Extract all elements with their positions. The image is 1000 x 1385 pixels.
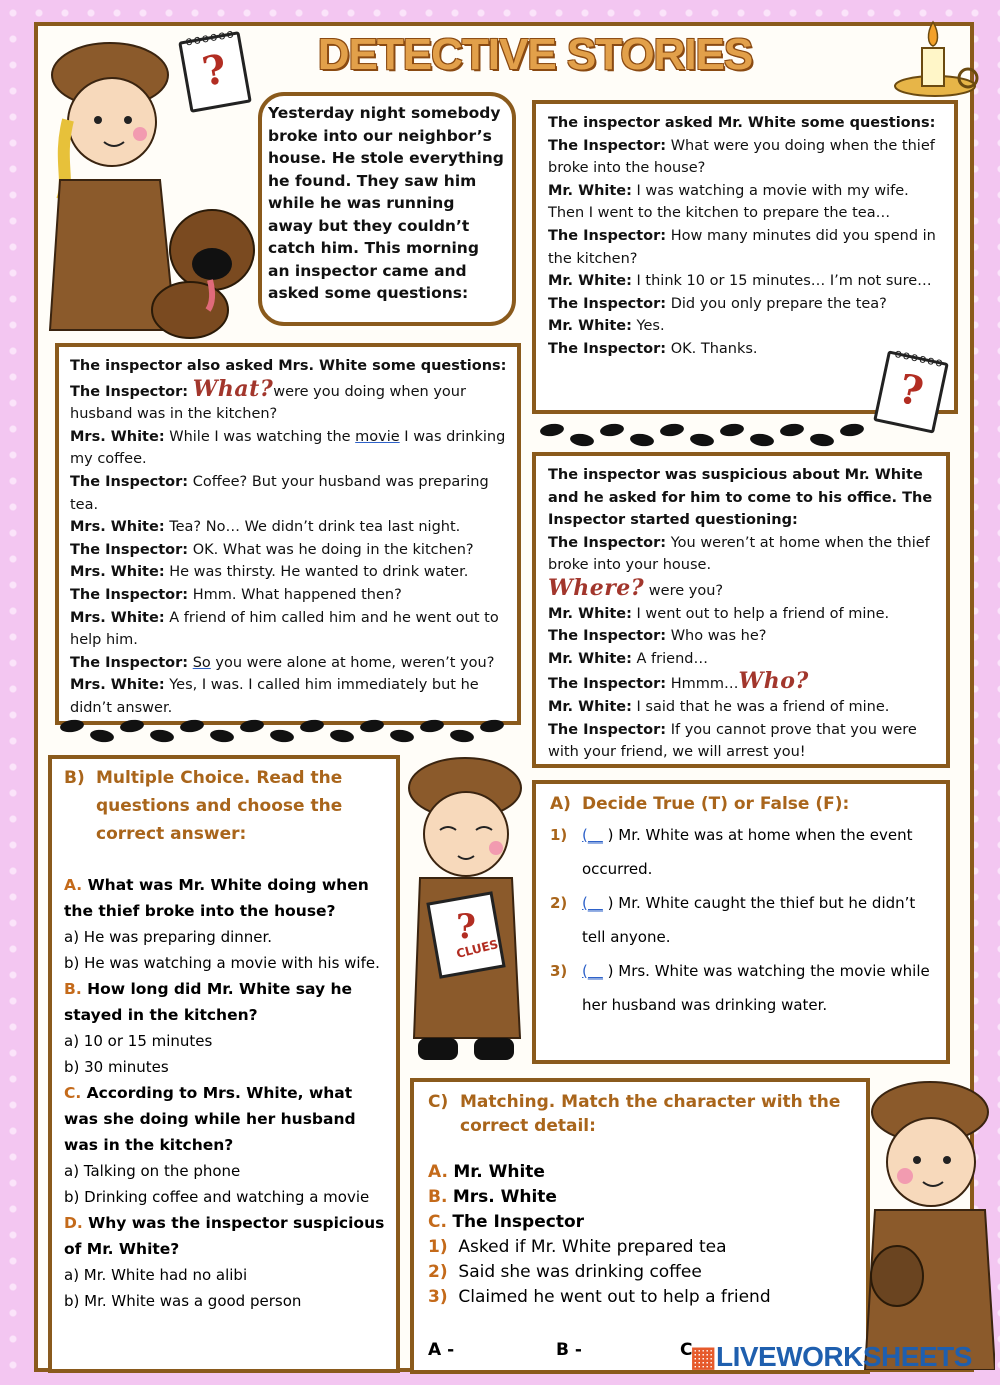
detail-2: 2) Said she was drinking coffee bbox=[428, 1262, 702, 1282]
dialog-line: Mrs. White: A friend of him called him and he went out to help him. bbox=[70, 609, 499, 649]
detail-1: 1) Asked if Mr. White prepared tea bbox=[428, 1237, 727, 1257]
question-notebook-icon: oooooo ? bbox=[873, 350, 949, 433]
dialog-line: The Inspector: How many minutes did you spend in the kitchen? bbox=[548, 227, 936, 267]
footprints-divider bbox=[540, 424, 864, 446]
detective-with-pipe-illustration bbox=[845, 1070, 995, 1370]
answer-blank[interactable]: (__ bbox=[582, 962, 603, 980]
office-dialog bbox=[548, 464, 940, 764]
question-d: D. Why was the inspector suspicious of Mr. White? a) Mr. White had no alibi b) Mr. White was a good person bbox=[64, 1210, 386, 1314]
dialog-line: The Inspector: So you were alone at home, weren’t you? bbox=[70, 654, 495, 671]
dialog-line: Mrs. White: He was thirsty. He wanted to drink water. bbox=[70, 564, 469, 581]
dialog-line: Mrs. White: While I was watching the movie I was drinking my coffee. bbox=[70, 428, 506, 468]
liveworksheets-logo: ▦LIVEWORKSHEETS bbox=[690, 1341, 972, 1372]
option[interactable]: b) He was watching a movie with his wife. bbox=[64, 954, 380, 972]
dialog-line: The Inspector: OK. What was he doing in the kitchen? bbox=[70, 541, 474, 558]
section-b-heading: B) Multiple Choice. Read the questions and choose the correct answer: bbox=[64, 768, 343, 844]
option[interactable]: b) Drinking coffee and watching a movie bbox=[64, 1188, 370, 1206]
option[interactable]: a) 10 or 15 minutes bbox=[64, 1032, 213, 1050]
dialog-line: The Inspector: If you cannot prove that you were with your friend, we will arrest you! bbox=[548, 721, 917, 761]
dialog-line: The Inspector: Who was he? bbox=[548, 628, 767, 645]
question-c: C. According to Mrs. White, what was she doing while her husband was in the kitchen? a) Talking on the phone b) Drinking coffee and watching a movie bbox=[64, 1080, 386, 1210]
character-c: C. The Inspector bbox=[428, 1212, 585, 1232]
dialog-heading: The inspector asked Mr. White some questions: bbox=[548, 115, 936, 131]
option[interactable]: b) 30 minutes bbox=[64, 1058, 169, 1076]
detective-with-clues-illustration bbox=[400, 748, 530, 1068]
dialog-line: Mr. White: I said that he was a friend of mine. bbox=[548, 698, 890, 715]
character-a: A. Mr. White bbox=[428, 1162, 545, 1182]
dialog-line: The Inspector: You weren’t at home when the thief broke into your house. bbox=[548, 534, 930, 574]
detail-3: 3) Claimed he went out to help a friend bbox=[428, 1287, 771, 1307]
option[interactable]: a) Mr. White had no alibi bbox=[64, 1266, 248, 1284]
question-notebook-icon: oooooo ? bbox=[178, 31, 252, 113]
dialog-line: Mr. White: Yes. bbox=[548, 318, 665, 335]
dialog-line: Mr. White: A friend… bbox=[548, 650, 708, 667]
dialog-line: Mr. White: I was watching a movie with my wife. Then I went to the kitchen to prepare the tea… bbox=[548, 182, 909, 222]
mrs-white-dialog bbox=[70, 355, 510, 720]
mr-white-dialog bbox=[548, 112, 944, 361]
dialog-line: The Inspector: What?were you doing when your husband was in the kitchen? bbox=[70, 375, 466, 423]
dialog-heading: The inspector was suspicious about Mr. White and he asked for him to come to his office. The Inspector started questioning: bbox=[548, 467, 933, 529]
tf-item-1: 1) (__ ) Mr. White was at home when the event occurred. bbox=[550, 826, 913, 878]
answer-a-field[interactable]: A - bbox=[428, 1340, 455, 1360]
matching-section bbox=[428, 1090, 858, 1310]
svg-text:?: ? bbox=[456, 907, 476, 947]
candle-icon bbox=[880, 8, 980, 98]
where-word: Where? bbox=[548, 574, 645, 601]
answer-blank[interactable]: (__ bbox=[582, 894, 603, 912]
dialog-line: The Inspector: Coffee? But your husband was preparing tea. bbox=[70, 473, 489, 513]
answer-c-field[interactable]: C bbox=[680, 1340, 693, 1360]
dialog-line: Mr. White: I think 10 or 15 minutes… I’m not sure… bbox=[548, 273, 932, 290]
dialog-line: Where? were you? bbox=[548, 574, 724, 601]
who-word: Who? bbox=[738, 668, 809, 695]
dialog-line: Mrs. White: Yes, I was. I called him immediately but he didn’t answer. bbox=[70, 677, 479, 716]
footprints-divider bbox=[60, 720, 504, 742]
logo-mark-icon: ▦ bbox=[690, 1341, 716, 1372]
answer-b-field[interactable]: B - bbox=[556, 1340, 582, 1360]
dialog-line: The Inspector: Hmmm…Who? bbox=[548, 668, 809, 695]
true-false-section bbox=[550, 790, 940, 1022]
dialog-line: The Inspector: Hmm. What happened then? bbox=[70, 586, 402, 603]
tf-item-3: 3) (__ ) Mrs. White was watching the movie while her husband was drinking water. bbox=[550, 962, 930, 1014]
clues-label: CLUES bbox=[454, 937, 500, 961]
option[interactable]: a) Talking on the phone bbox=[64, 1162, 241, 1180]
multiple-choice-section bbox=[64, 764, 386, 1314]
question-b: B. How long did Mr. White say he stayed in the kitchen? a) 10 or 15 minutes b) 30 minutes bbox=[64, 976, 386, 1080]
dialog-heading: The inspector also asked Mrs. White some questions: bbox=[70, 358, 507, 374]
option[interactable]: b) Mr. White was a good person bbox=[64, 1292, 302, 1310]
question-a: A. What was Mr. White doing when the thief broke into the house? a) He was preparing dinner. b) He was watching a movie with his wife. bbox=[64, 872, 386, 976]
dialog-line: The Inspector: Did you only prepare the tea? bbox=[548, 295, 887, 312]
dialog-line: The Inspector: OK. Thanks. bbox=[548, 340, 758, 357]
section-c-heading: C) Matching. Match the character with the correct detail: bbox=[428, 1092, 841, 1136]
option[interactable]: a) He was preparing dinner. bbox=[64, 928, 273, 946]
page-title: DETECTIVE STORIES bbox=[317, 30, 753, 79]
character-b: B. Mrs. White bbox=[428, 1187, 557, 1207]
what-word: What? bbox=[192, 375, 274, 402]
tf-item-2: 2) (__ ) Mr. White caught the thief but he didn’t tell anyone. bbox=[550, 894, 916, 946]
dialog-line: Mr. White: I went out to help a friend of mine. bbox=[548, 605, 890, 622]
dialog-line: Mrs. White: Tea? No… We didn’t drink tea last night. bbox=[70, 519, 461, 536]
answer-blank[interactable]: (__ bbox=[582, 826, 603, 844]
dialog-line: The Inspector: What were you doing when the thief broke into the house? bbox=[548, 137, 935, 177]
intro-text: Yesterday night somebody broke into our neighbor’s house. He stole everything he found. They saw him while he was running away but they couldn’t catch him. This morning an inspector came and asked some questions: bbox=[268, 104, 504, 302]
section-a-heading: A) Decide True (T) or False (F): bbox=[550, 794, 850, 814]
